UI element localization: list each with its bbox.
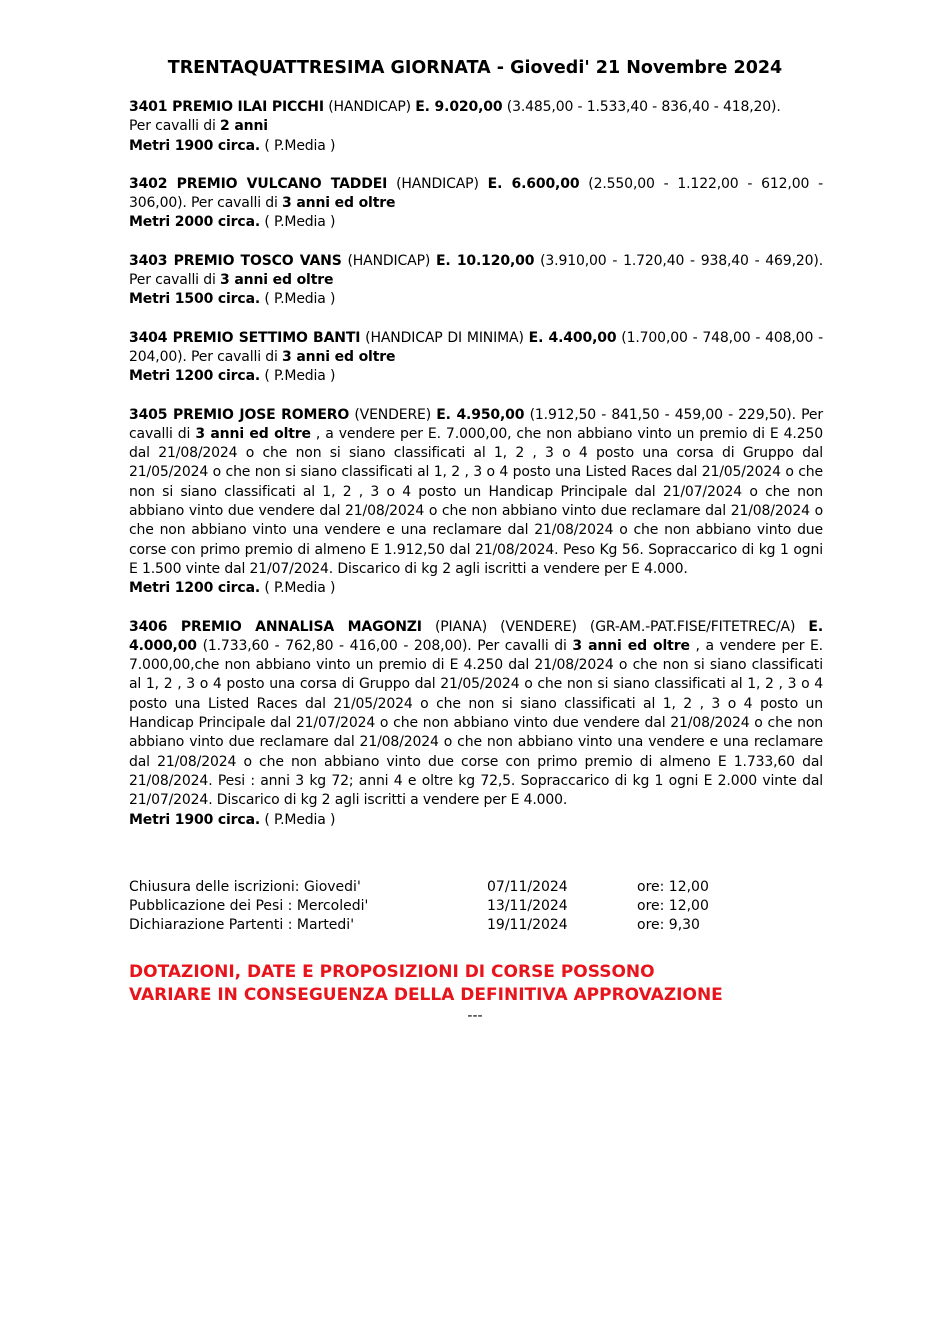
document-page bbox=[129, 58, 823, 1024]
race-track: ( P.Media ) bbox=[264, 580, 336, 597]
race-type: (PIANA) (VENDERE) (GR-AM.-PAT.FISE/FITETREC/A) bbox=[434, 618, 796, 635]
race-track: ( P.Media ) bbox=[264, 368, 336, 385]
schedule-row bbox=[129, 878, 823, 897]
race-distance: Metri 2000 circa. bbox=[129, 214, 261, 231]
race-name: 3405 PREMIO JOSE ROMERO bbox=[129, 406, 350, 423]
race-entry bbox=[129, 252, 823, 310]
race-age: 3 anni ed oltre bbox=[282, 348, 396, 365]
race-distance: Metri 1900 circa. bbox=[129, 137, 261, 154]
race-prize-split: (1.733,60 - 762,80 - 416,00 - 208,00). bbox=[202, 637, 472, 654]
schedule-time: ore: 12,00 bbox=[637, 897, 709, 914]
schedule-row bbox=[129, 897, 823, 916]
race-name: 3403 PREMIO TOSCO VANS bbox=[129, 252, 342, 269]
race-eligibility-prefix: Per cavalli di bbox=[129, 272, 216, 289]
schedule-time: ore: 12,00 bbox=[637, 878, 709, 895]
race-age: 3 anni ed oltre bbox=[572, 637, 690, 654]
race-list bbox=[129, 98, 823, 830]
race-type: (HANDICAP DI MINIMA) bbox=[365, 329, 524, 346]
schedule-time: ore: 9,30 bbox=[637, 916, 700, 933]
race-track: ( P.Media ) bbox=[264, 291, 336, 308]
race-prize-split: (3.485,00 - 1.533,40 - 836,40 - 418,20). bbox=[506, 99, 781, 115]
schedule-date: 19/11/2024 bbox=[487, 916, 568, 933]
race-eligibility-prefix: Per cavalli di bbox=[191, 195, 278, 212]
end-separator: --- bbox=[467, 1007, 483, 1024]
race-eligibility-prefix: Per cavalli di bbox=[477, 637, 567, 654]
schedule-label: Dichiarazione Partenti : Martedi' bbox=[129, 916, 355, 933]
schedule-row bbox=[129, 916, 823, 935]
race-name: 3404 PREMIO SETTIMO BANTI bbox=[129, 329, 361, 346]
race-prize-split: (3.910,00 - 1.720,40 - 938,40 - 469,20). bbox=[540, 252, 823, 269]
race-age: 2 anni bbox=[220, 118, 268, 135]
race-age: 3 anni ed oltre bbox=[282, 195, 396, 212]
race-prize: E. 4.000,00 bbox=[129, 618, 823, 654]
race-conditions: , a vendere per E. 7.000,00, che non abbiano vinto un premio di E 4.250 dal 21/08/2024 o che non si siano classificati al 1, 2 , 3 o 4 posto una corsa di Gruppo dal 21/05/2024 o che non si siano classificati al 1, 2 , 3 o 4 posto una Listed Races dal 21/05/2024 o che non si siano classificati al 1, 2 , 3 o 4 posto un Handicap Principale dal 21/07/2024 o che non abbiano vinto due vendere dal 21/08/2024 o che non abbiano vinto due reclamare dal 21/08/2024 o che non abbiano vinto una vendere e una reclamare dal 21/08/2024 o che non abbiano vinto due corse con primo premio di almeno E 1.912,50 dal 21/08/2024. Peso Kg 56. Sopraccarico di kg 1 ogni E 1.500 vinte dal 21/07/2024. Discarico di kg 2 agli iscritti a vendere per E 4.000. bbox=[129, 425, 823, 577]
race-prize-split: (2.550,00 - 1.122,00 - 612,00 - 306,00). bbox=[129, 175, 823, 212]
race-distance: Metri 1200 circa. bbox=[129, 580, 261, 597]
race-entry bbox=[129, 329, 823, 387]
notice-line: DOTAZIONI, DATE E PROPOSIZIONI DI CORSE POSSONO bbox=[129, 961, 655, 982]
race-prize-split: (1.700,00 - 748,00 - 408,00 - 204,00). bbox=[129, 329, 823, 365]
race-eligibility-prefix: Per cavalli di bbox=[129, 118, 216, 135]
approval-notice bbox=[129, 961, 823, 1008]
race-name: 3401 PREMIO ILAI PICCHI bbox=[129, 99, 324, 115]
race-track: ( P.Media ) bbox=[264, 811, 336, 828]
race-track: ( P.Media ) bbox=[264, 214, 336, 231]
closing-schedule bbox=[129, 878, 823, 935]
race-type: (HANDICAP) bbox=[328, 99, 411, 115]
race-entry bbox=[129, 618, 823, 830]
schedule-date: 07/11/2024 bbox=[487, 878, 568, 895]
race-distance: Metri 1200 circa. bbox=[129, 368, 261, 385]
race-type: (HANDICAP) bbox=[396, 175, 479, 192]
race-prize: E. 6.600,00 bbox=[487, 175, 580, 192]
race-prize: E. 9.020,00 bbox=[415, 99, 503, 115]
race-track: ( P.Media ) bbox=[264, 137, 336, 154]
race-prize-split: (1.912,50 - 841,50 - 459,00 - 229,50). bbox=[529, 406, 796, 423]
race-eligibility-prefix: Per cavalli di bbox=[191, 348, 278, 365]
race-age: 3 anni ed oltre bbox=[220, 272, 334, 289]
race-distance: Metri 1500 circa. bbox=[129, 291, 261, 308]
page-title: TRENTAQUATTRESIMA GIORNATA - Giovedi' 21 Novembre 2024 bbox=[167, 58, 783, 78]
race-conditions: , a vendere per E. 7.000,00,che non abbiano vinto un premio di E 4.250 dal 21/08/2024 o che non si siano classificati al 1, 2 , 3 o 4 posto una corsa di Gruppo dal 21/05/2024 o che non si siano classificati al 1, 2 , 3 o 4 posto una Listed Races dal 21/05/2024 o che non si siano classificati al 1, 2 , 3 o 4 posto un Handicap Principale dal 21/07/2024 o che non abbiano vinto due vendere dal 21/08/2024 o che non abbiano vinto due reclamare dal 21/08/2024 o che non abbiano vinto una vendere e una reclamare dal 21/08/2024 o che non abbiano vinto due corse con primo premio di almeno E 1.733,60 dal 21/08/2024. Pesi : anni 3 kg 72; anni 4 e oltre kg 72,5. Sopraccarico di kg 1 ogni E 2.000 vinte dal 21/07/2024. Discarico di kg 2 agli iscritti a vendere per E 4.000. bbox=[129, 637, 823, 809]
schedule-label: Chiusura delle iscrizioni: Giovedi' bbox=[129, 878, 361, 895]
schedule-label: Pubblicazione dei Pesi : Mercoledi' bbox=[129, 897, 369, 914]
race-age: 3 anni ed oltre bbox=[195, 425, 311, 442]
race-name: 3402 PREMIO VULCANO TADDEI bbox=[129, 175, 388, 192]
race-prize: E. 10.120,00 bbox=[436, 252, 535, 269]
race-eligibility-prefix: Per cavalli di bbox=[129, 406, 823, 442]
race-type: (VENDERE) bbox=[354, 406, 432, 423]
race-distance: Metri 1900 circa. bbox=[129, 811, 261, 828]
race-entry bbox=[129, 175, 823, 233]
race-prize: E. 4.950,00 bbox=[436, 406, 525, 423]
race-entry bbox=[129, 98, 823, 156]
race-prize: E. 4.400,00 bbox=[528, 329, 617, 346]
schedule-date: 13/11/2024 bbox=[487, 897, 568, 914]
race-type: (HANDICAP) bbox=[347, 252, 431, 269]
race-entry bbox=[129, 406, 823, 599]
notice-line: VARIARE IN CONSEGUENZA DELLA DEFINITIVA APPROVAZIONE bbox=[129, 985, 723, 1006]
race-name: 3406 PREMIO ANNALISA MAGONZI bbox=[129, 618, 422, 635]
